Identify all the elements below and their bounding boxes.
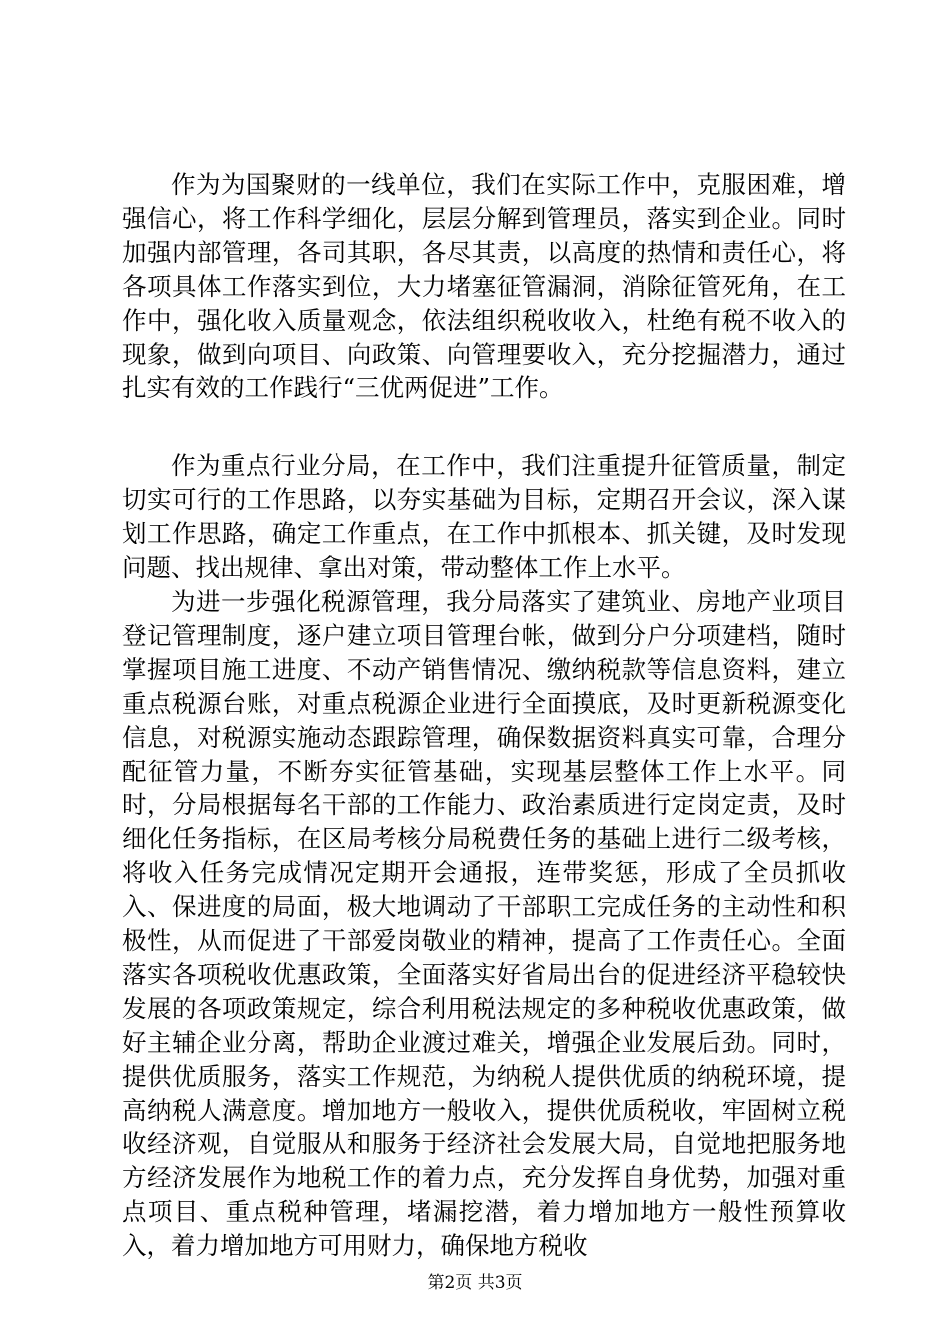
paragraph-2: 作为重点行业分局，在工作中，我们注重提升征管质量，制定切实可行的工作思路，以夯实基础为目标，定期召开会议，深入谋划工作思路，确定工作重点，在工作中抓根本、抓关键，及时发现问题、找出规律、拿出对策，带动整体工作上水平。	[122, 451, 846, 583]
document-body	[122, 168, 846, 1263]
paragraph-3: 为进一步强化税源管理，我分局落实了建筑业、房地产业项目登记管理制度，逐户建立项目管理台帐，做到分户分项建档，随时掌握项目施工进度、不动产销售情况、缴纳税款等信息资料，建立重点税源台账，对重点税源企业进行全面摸底，及时更新税源变化信息，对税源实施动态跟踪管理，确保数据资料真实可靠，合理分配征管力量，不断夯实征管基础，实现基层整体工作上水平。同时，分局根据每名干部的工作能力、政治素质进行定岗定责，及时细化任务指标，在区局考核分局税费任务的基础上进行二级考核，将收入任务完成情况定期开会通报，连带奖惩，形成了全员抓收入、保进度的局面，极大地调动了干部职工完成任务的主动性和积极性，从而促进了干部爱岗敬业的精神，提高了工作责任心。全面落实各项税收优惠政策，全面落实好省局出台的促进经济平稳较快发展的各项政策规定，综合利用税法规定的多种税收优惠政策，做好主辅企业分离，帮助企业渡过难关，增强企业发展后劲。同时，提供优质服务，落实工作规范，为纳税人提供优质的纳税环境，提高纳税人满意度。增加地方一般收入，提供优质税收，牢固树立税收经济观，自觉服从和服务于经济社会发展大局，自觉地把服务地方经济发展作为地税工作的着力点，充分发挥自身优势，加强对重点项目、重点税种管理，堵漏挖潜，着力增加地方一般性预算收入，着力增加地方可用财力，确保地方税收	[122, 586, 846, 1261]
paragraph-1: 作为为国聚财的一线单位，我们在实际工作中，克服困难，增强信心，将工作科学细化，层层分解到管理员，落实到企业。同时加强内部管理，各司其职，各尽其责，以高度的热情和责任心，将各项具体工作落实到位，大力堵塞征管漏洞，消除征管死角，在工作中，强化收入质量观念，依法组织税收收入，杜绝有税不收入的现象，做到向项目、向政策、向管理要收入，充分挖掘潜力，通过扎实有效的工作践行“三优两促进”工作。	[122, 170, 846, 403]
page-footer: 第2页 共3页	[427, 1273, 523, 1293]
